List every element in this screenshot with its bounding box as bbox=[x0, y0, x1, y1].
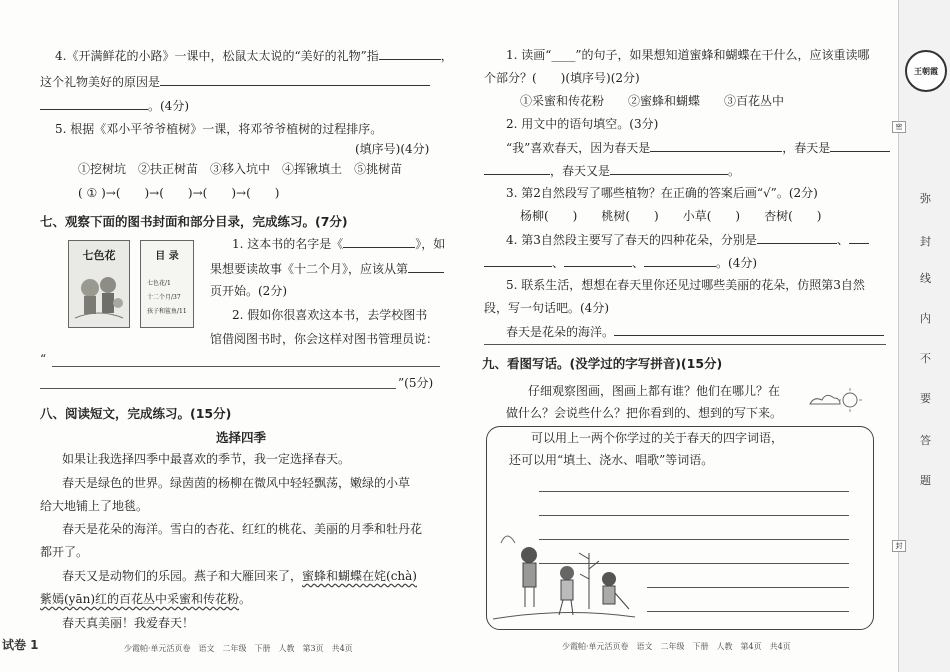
s7-q1-line1: 1. 这本书的名字是《 》，如 bbox=[232, 237, 446, 251]
answer-line bbox=[52, 366, 440, 367]
r-q4-line1: 4. 第3自然段主要写了春天的四种花朵，分别是 、 bbox=[506, 232, 869, 247]
sun-cloud-drawing bbox=[806, 386, 866, 414]
q5-options: ①挖树坑 ②扶正树苗 ③移入坑中 ④挥锹填土 ⑤挑树苗 bbox=[78, 162, 403, 176]
toc-item: 孩子和鲨鱼/11 bbox=[147, 308, 187, 315]
table-of-contents bbox=[140, 240, 194, 328]
section-8-title: 八、阅读短文，完成练习。(15分) bbox=[40, 406, 232, 421]
s7-q2-line2: 馆借阅图书时，你会这样对图书管理员说： bbox=[210, 332, 439, 346]
strip-char: 线 bbox=[920, 272, 931, 285]
passage-paragraph: 春天真美丽！我爱春天！ bbox=[62, 616, 195, 630]
strip-char: 封 bbox=[920, 235, 931, 248]
r-q2-line2: “我”喜欢春天，因为春天是 ，春天是 bbox=[506, 140, 890, 155]
writing-line bbox=[539, 515, 849, 516]
toc-item: 十二个月/37 bbox=[147, 294, 181, 301]
writing-hint: 可以用上一两个你学过的关于春天的四字词语， bbox=[531, 431, 784, 445]
s7-q2-close-quote: ”(5分) bbox=[398, 376, 434, 390]
answer-line bbox=[484, 344, 886, 345]
passage-paragraph: 如果让我选择四季中最喜欢的季节，我一定选择春天。 bbox=[62, 452, 351, 466]
answer-line bbox=[40, 388, 396, 389]
q4-reason: 这个礼物美好的原因是 bbox=[40, 74, 430, 89]
writing-prompt: 做什么？会说些什么？把你看到的、想到的写下来。 bbox=[506, 406, 783, 420]
r-q4-line2: 、 、 。(4分) bbox=[484, 255, 757, 270]
page-footer: 少霞帕·单元活页卷 语文 二年级 下册 人教 第3页 共4页 bbox=[124, 644, 353, 653]
children-planting-illustration bbox=[489, 523, 639, 627]
strip-char: 弥 bbox=[920, 192, 931, 205]
brand-logo: 王朝霞 bbox=[905, 50, 947, 92]
strip-char: 要 bbox=[920, 392, 931, 405]
writing-prompt: 仔细观察图画，图画上都有谁？他们在哪儿？在 bbox=[528, 384, 781, 398]
writing-frame bbox=[486, 426, 874, 630]
r-q1-line2: 个部分？( )(填序号)(2分) bbox=[484, 71, 640, 85]
book-cover-title: 七色花 bbox=[82, 249, 116, 262]
strip-char: 内 bbox=[920, 312, 931, 325]
toc-item: 七色花/1 bbox=[147, 280, 171, 287]
page-footer: 少霞帕·单元活页卷 语文 二年级 下册 人教 第4页 共4页 bbox=[562, 642, 791, 651]
passage-paragraph: 春天是绿色的世界。绿茵茵的杨柳在微风中轻轻飘荡，嫩绿的小草 bbox=[62, 476, 411, 490]
q4-text: 4.《开满鲜花的小路》一课中，松鼠太太说的“美好的礼物”指 ， bbox=[55, 49, 453, 63]
cut-mark: 封 bbox=[892, 540, 906, 552]
s7-q2-line1: 2. 假如你很喜欢这本书，去学校图书 bbox=[232, 308, 428, 322]
r-q5-line2: 段，写一句话吧。(4分) bbox=[484, 301, 609, 315]
s7-q1-line2: 果想要读故事《十二个月》，应该从第 bbox=[210, 261, 444, 276]
r-q5-start: 春天是花朵的海洋。 bbox=[506, 324, 884, 339]
passage-paragraph: 都开了。 bbox=[40, 545, 89, 559]
q4-score: 。(4分) bbox=[40, 98, 189, 113]
strip-char: 答 bbox=[920, 434, 931, 447]
passage-paragraph: 春天是花朵的海洋。雪白的杏花、红红的桃花、美丽的月季和牡丹花 bbox=[62, 522, 423, 536]
passage-paragraph: 给大地铺上了地毯。 bbox=[40, 499, 149, 513]
section-7-title: 七、观察下面的图书封面和部分目录，完成练习。(7分) bbox=[40, 214, 348, 229]
r-q1-line1: 1. 读画“____”的句子，如果想知道蜜蜂和蝴蝶在干什么，应该重读哪 bbox=[506, 48, 870, 62]
cover-illustration bbox=[70, 263, 128, 323]
q5-paren: (填序号)(4分) bbox=[355, 142, 430, 156]
q5-text: 5. 根据《邓小平爷爷植树》一课，将邓爷爷植树的过程排序。 bbox=[55, 122, 383, 136]
cut-mark: 密 bbox=[892, 121, 906, 133]
s7-q2-open-quote: “ bbox=[40, 352, 47, 366]
q5-sequence: ( ① )→( )→( )→( )→( ) bbox=[78, 186, 280, 200]
right-page bbox=[470, 0, 898, 672]
r-q2-line3: ，春天又是 。 bbox=[484, 163, 740, 178]
binding-strip bbox=[898, 0, 950, 672]
toc-title: 目 录 bbox=[155, 251, 179, 262]
writing-line bbox=[647, 611, 849, 612]
passage-paragraph: 紫嫣(yān)红的百花丛中采蜜和传花粉。 bbox=[40, 592, 252, 606]
r-q3-line1: 3. 第2自然段写了哪些植物？在正确的答案后画“√”。(2分) bbox=[506, 186, 818, 200]
r-q5-line1: 5. 联系生活，想想在春天里你还见过哪些美丽的花朵，仿照第3自然 bbox=[506, 278, 865, 292]
passage-paragraph: 春天又是动物们的乐园。燕子和大雁回来了，蜜蜂和蝴蝶在姹(chà) bbox=[62, 569, 417, 583]
writing-line bbox=[539, 491, 849, 492]
r-q1-options: ①采蜜和传花粉 ②蜜蜂和蝴蝶 ③百花丛中 bbox=[520, 94, 785, 108]
book-cover bbox=[68, 240, 130, 328]
r-q3-items: 杨柳( ) 桃树( ) 小草( ) 杏树( ) bbox=[520, 209, 822, 223]
strip-char: 不 bbox=[920, 352, 931, 365]
s7-q1-line3: 页开始。(2分) bbox=[210, 284, 287, 298]
writing-hint: 还可以用“填土、浇水、唱歌”等词语。 bbox=[509, 453, 714, 467]
writing-line bbox=[647, 587, 849, 588]
left-page bbox=[0, 0, 470, 672]
passage-title: 选择四季 bbox=[216, 430, 267, 445]
exam-tag: 试卷 1 bbox=[2, 638, 39, 652]
strip-char: 题 bbox=[920, 474, 931, 487]
r-q2-line1: 2. 用文中的语句填空。(3分) bbox=[506, 117, 659, 131]
section-9-title: 九、看图写话。(没学过的字写拼音)(15分) bbox=[482, 356, 723, 371]
